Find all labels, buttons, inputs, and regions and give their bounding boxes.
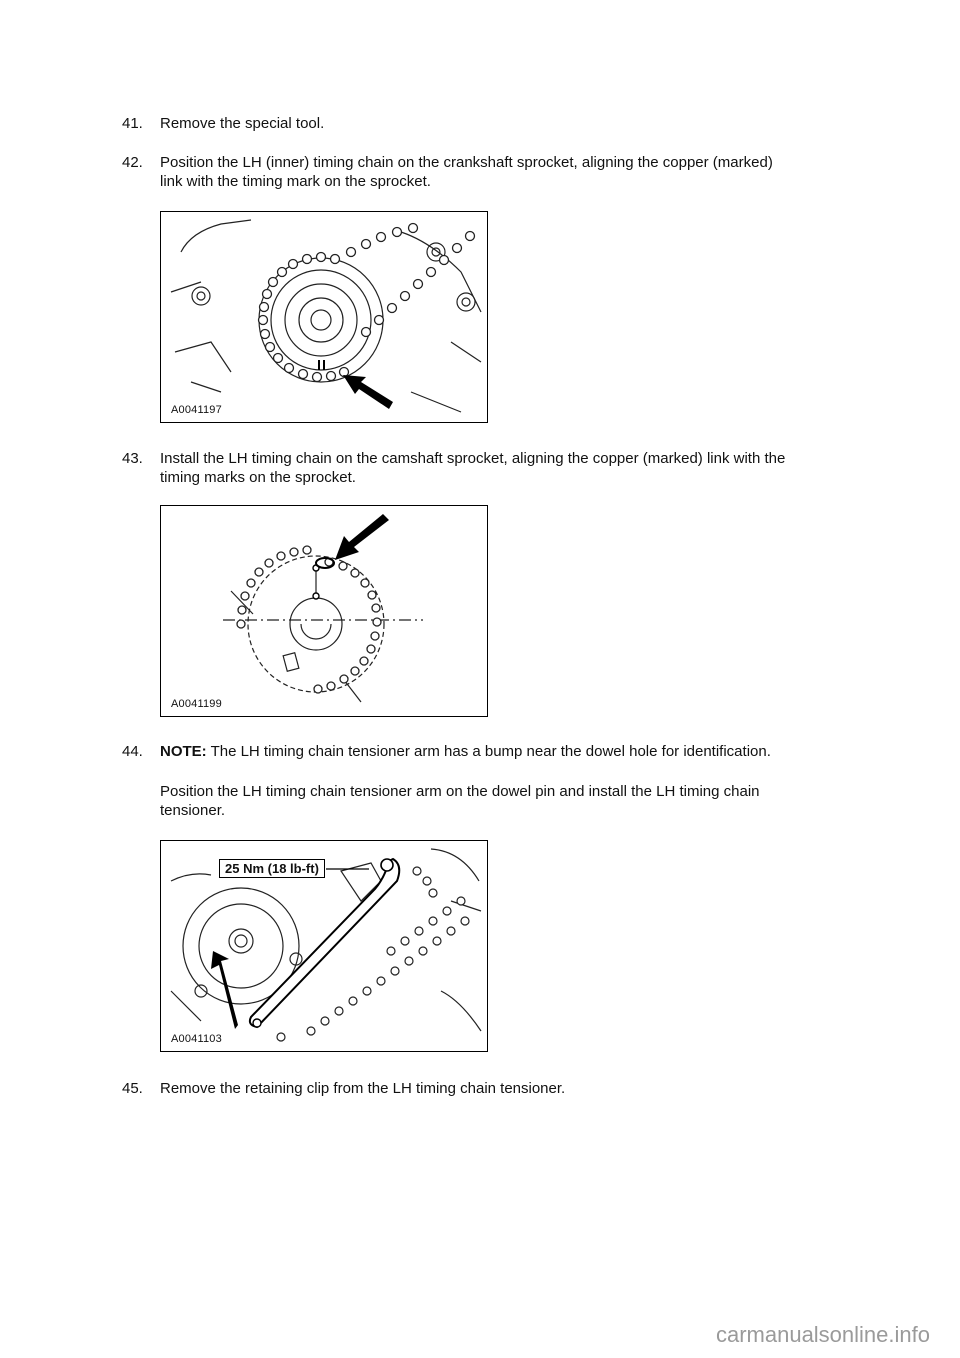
figure-crankshaft-sprocket: [160, 211, 488, 423]
figure-tensioner-arm: [160, 840, 488, 1052]
watermark: carmanualsonline.info: [715, 1322, 930, 1347]
step-number: 43.: [122, 450, 143, 467]
step-number: 42.: [122, 154, 143, 171]
step-text-line: Install the LH timing chain on the camshaft sprocket, aligning the copper (marked) link with the: [160, 450, 786, 467]
note-text: The LH timing chain tensioner arm has a bump near the dowel hole for identification.: [206, 743, 771, 760]
figure-id: A0041103: [171, 1033, 222, 1045]
step-text-line: tensioner.: [160, 802, 226, 819]
step-text-line: Position the LH (inner) timing chain on the crankshaft sprocket, aligning the copper (marked): [160, 154, 773, 171]
crankshaft-sprocket-illustration-icon: [161, 212, 488, 423]
step-number: 41.: [122, 115, 143, 132]
step-text: [160, 782, 860, 820]
step-text: [160, 153, 860, 191]
step-text-line: timing marks on the sprocket.: [160, 469, 356, 486]
figure-id: A0041197: [171, 404, 222, 416]
step-text: Remove the special tool.: [160, 115, 325, 132]
step-number: 45.: [122, 1080, 143, 1097]
step-text: [160, 449, 860, 487]
note-label: NOTE:: [160, 743, 207, 760]
step-text: Remove the retaining clip from the LH timing chain tensioner.: [160, 1080, 566, 1097]
figure-camshaft-sprocket: [160, 505, 488, 717]
step-number: 44.: [122, 743, 143, 760]
step-text-line: link with the timing mark on the sprocket.: [160, 173, 431, 190]
step-note: [160, 742, 860, 761]
camshaft-sprocket-illustration-icon: [161, 506, 488, 717]
torque-label: 25 Nm (18 lb-ft): [219, 859, 325, 878]
step-text-line: Position the LH timing chain tensioner arm on the dowel pin and install the LH timing chain: [160, 783, 760, 800]
figure-id: A0041199: [171, 698, 222, 710]
